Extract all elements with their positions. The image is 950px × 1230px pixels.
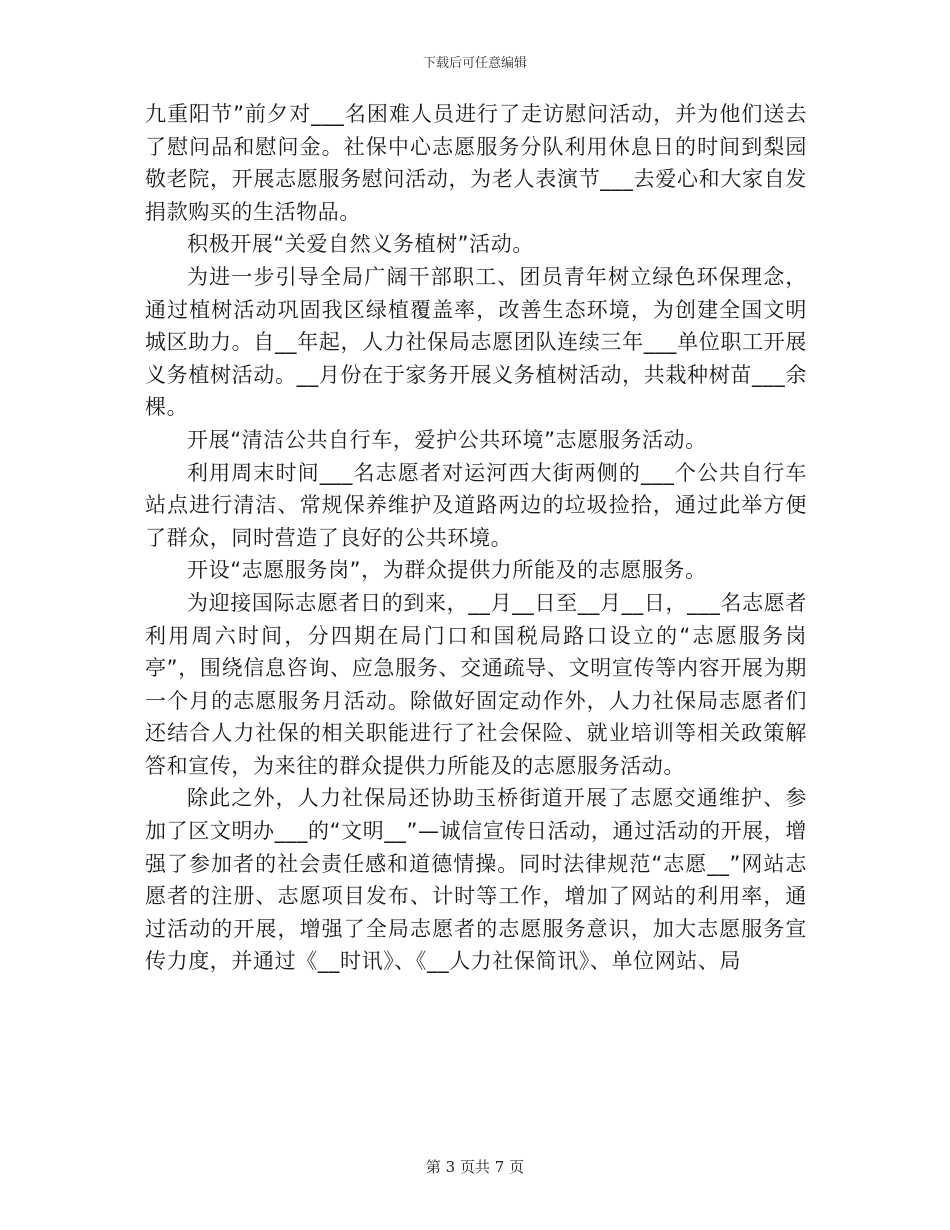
paragraph: 除此之外，人力社保局还协助玉桥街道开展了志愿交通维护、参加了区文明办___的“文明__”—诚信宣传日活动，通过活动的开展，增强了参加者的社会责任感和道德情操。同时法律规范“志愿__”网站志愿者的注册、志愿项目发布、计时等工作，增加了网站的利用率，通过活动的开展，增强了全局志愿者的志愿服务意识，加大志愿服务宣传力度，并通过《__时讯》、《__人力社保简讯》、单位网站、局 (145, 786, 807, 974)
paragraph-heading: 开展“清洁公共自行车，爱护公共环境”志愿服务活动。 (187, 427, 707, 452)
paragraph-heading: 开设“志愿服务岗”，为群众提供力所能及的志愿服务。 (187, 558, 707, 583)
paragraph: 为进一步引导全局广阔干部职工、团员青年树立绿色环保理念，通过植树活动巩固我区绿植覆盖率，改善生态环境，为创建全国文明城区助力。自__年起，人力社保局志愿团队连续三年___单位职工开展义务植树活动。__月份在于家务开展义务植树活动，共栽种树苗___余棵。 (145, 264, 807, 420)
page-number: 第 3 页共 7 页 (425, 1158, 525, 1176)
page-header: 下载后可任意编辑 (422, 56, 527, 71)
paragraph: 为迎接国际志愿者日的到来，__月__日至__月__日，___名志愿者利用周六时间，分四期在局门口和国税局路口设立的“志愿服务岗亭”，围绕信息咨询、应急服务、交通疏导、文明宣传等内容开展为期一个月的志愿服务月活动。除做好固定动作外，人力社保局志愿者们还结合人力社保的相关职能进行了社会保险、就业培训等相关政策解答和宣传，为来往的群众提供力所能及的志愿服务活动。 (145, 590, 807, 778)
paragraph: 九重阳节”前夕对___名困难人员进行了走访慰问活动，并为他们送去了慰问品和慰问金。社保中心志愿服务分队利用休息日的时间到梨园敬老院，开展志愿服务慰问活动，为老人表演节___去爱心和大家自发捐款购买的生活物品。 (145, 102, 807, 224)
paragraph-heading: 积极开展“关爱自然义务植树”活动。 (187, 232, 534, 257)
paragraph: 利用周末时间___名志愿者对运河西大街两侧的___个公共自行车站点进行清洁、常规保养维护及道路两边的垃圾捡拾，通过此举方便了群众，同时营造了良好的公共环境。 (145, 460, 807, 550)
document-body (145, 98, 807, 978)
